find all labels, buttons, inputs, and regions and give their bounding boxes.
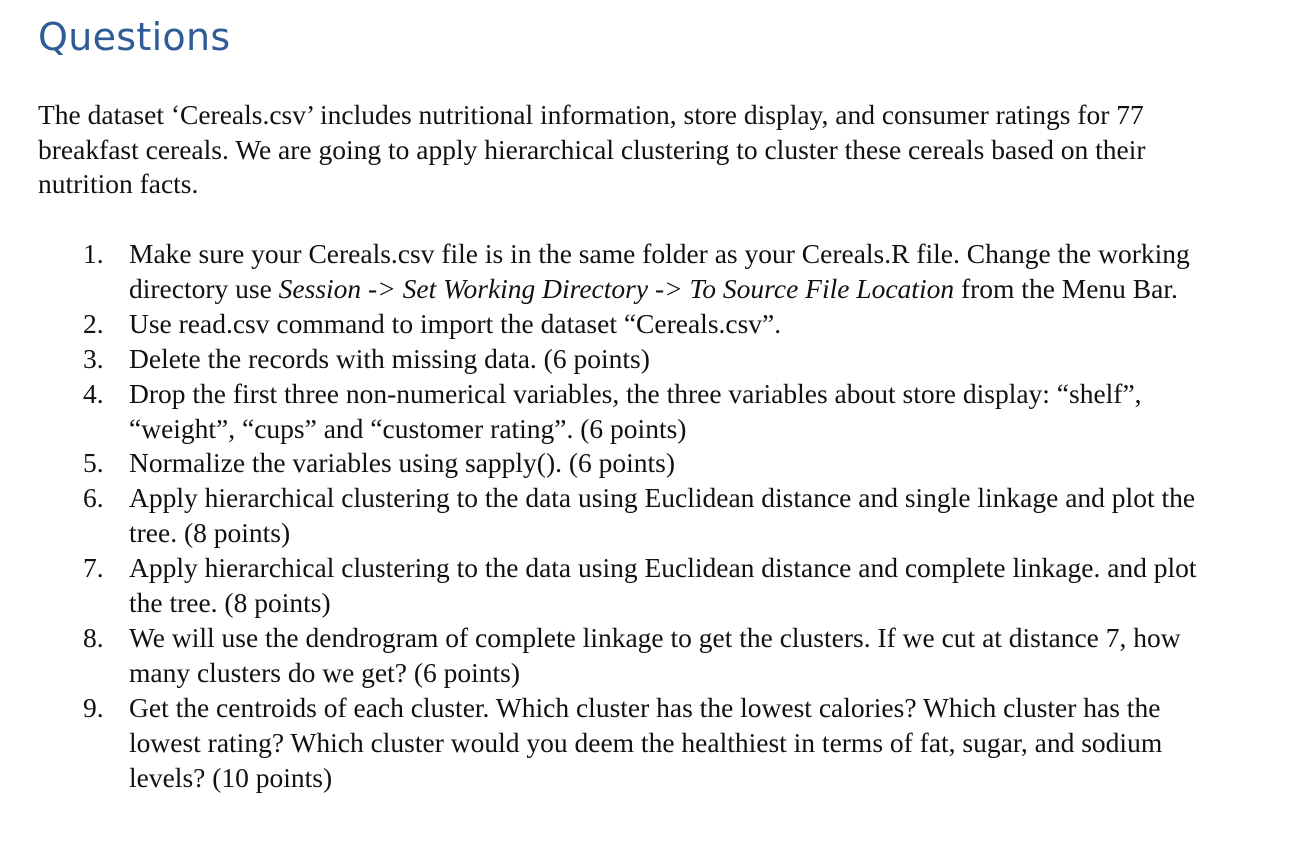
question-number: 4.	[83, 377, 104, 409]
question-item	[38, 342, 1229, 377]
question-item	[38, 377, 1229, 447]
question-text: Get the centroids of each cluster. Which cluster has the lowest calories? Which cluster has the lowest rating? Which cluster would you deem the healthiest in terms of fat, sugar, and sodium levels? (10 points)	[129, 691, 1163, 793]
intro-paragraph: The dataset ‘Cereals.csv’ includes nutritional information, store display, and consumer ratings for 77 breakfast cereals. We are going to apply hierarchical clustering to cluster these cereals based on their nutrition facts.	[38, 99, 1146, 200]
question-text: Apply hierarchical clustering to the data using Euclidean distance and single linkage and plot the tree. (8 points)	[129, 482, 1196, 549]
question-item	[38, 237, 1229, 307]
question-item	[38, 481, 1229, 551]
question-text: Delete the records with missing data. (6 points)	[129, 342, 650, 374]
question-text: Apply hierarchical clustering to the data using Euclidean distance and complete linkage. and plot the tree. (8 points)	[129, 552, 1197, 619]
question-item	[38, 551, 1229, 621]
question-number: 1.	[83, 238, 104, 269]
question-text: Drop the first three non-numerical variables, the three variables about store display: “shelf”, “weight”, “cups” and “customer rating”. (6 points)	[129, 377, 1142, 444]
question-item	[38, 307, 1229, 342]
question-number: 8.	[83, 621, 104, 653]
question-number: 2.	[83, 307, 104, 339]
questions-list	[38, 237, 1288, 796]
question-text: Normalize the variables using sapply(). (6 points)	[129, 447, 676, 479]
question-text: We will use the dendrogram of complete linkage to get the clusters. If we cut at distance 7, how many clusters do we get? (6 points)	[129, 621, 1181, 688]
question-text: Use read.csv command to import the dataset “Cereals.csv”.	[129, 307, 782, 339]
question-item	[38, 446, 1229, 481]
question-text: Make sure your Cereals.csv file is in the same folder as your Cereals.R file. Change the working directory use Session -> Set Working Directory -> To Source File Location from the Menu Bar.	[129, 238, 1190, 304]
page-title: Questions	[38, 15, 231, 59]
question-number: 7.	[83, 552, 104, 584]
question-number: 5.	[83, 447, 104, 479]
question-number: 6.	[83, 482, 104, 514]
question-item	[38, 621, 1229, 691]
question-number: 9.	[83, 691, 104, 723]
question-number: 3.	[83, 342, 104, 374]
question-item	[38, 691, 1229, 796]
